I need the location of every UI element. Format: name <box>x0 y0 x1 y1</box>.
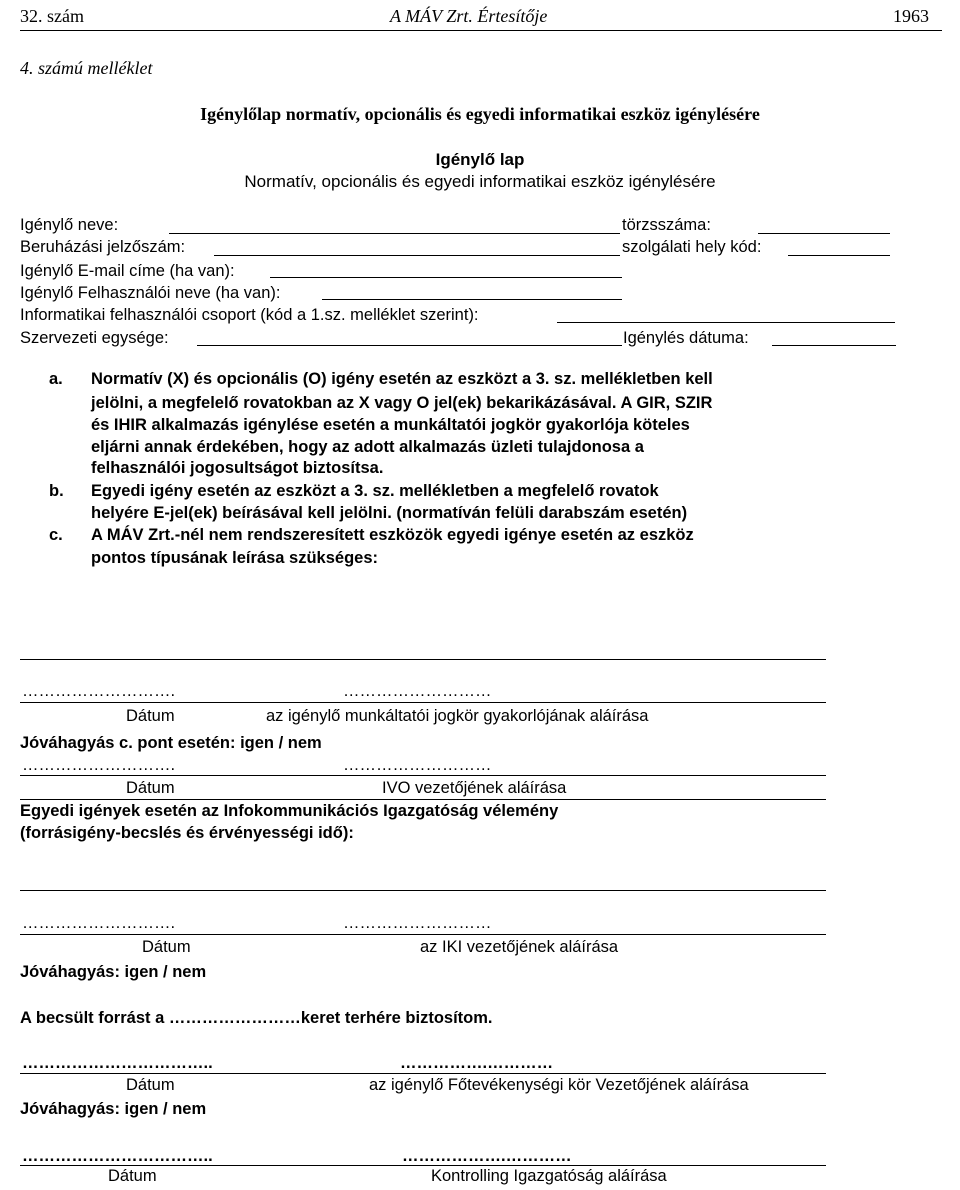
header-page-number: 1963 <box>893 6 929 26</box>
dots-signature-1: ……………………… <box>343 682 492 700</box>
form-subtitle: Normatív, opcionális és egyedi informatikai eszköz igénylésére <box>244 172 716 191</box>
signature-line-4 <box>20 1073 826 1074</box>
note-b-marker: b. <box>49 482 64 500</box>
note-c-line-1: A MÁV Zrt.-nél nem rendszeresített eszközök egyedi igénye esetén az eszköz <box>91 526 694 544</box>
header-publication: A MÁV Zrt. Értesítője <box>390 6 548 26</box>
date-label-4: Dátum <box>126 1076 175 1094</box>
opinion-line[interactable] <box>20 890 826 891</box>
signature-label-4: az igénylő Főtevékenységi kör Vezetőjének aláírása <box>369 1076 749 1094</box>
field-line-invest-code[interactable] <box>214 255 620 256</box>
field-label-request-date: Igénylés dátuma: <box>623 329 749 347</box>
form-title: Igénylő lap <box>435 150 525 169</box>
dots-date-3: ………………………. <box>22 914 176 932</box>
date-label-2: Dátum <box>126 779 175 797</box>
field-line-service-code[interactable] <box>788 255 890 256</box>
field-label-org-unit: Szervezeti egysége: <box>20 329 169 347</box>
signature-label-1: az igénylő munkáltatói jogkör gyakorlójának aláírása <box>266 707 649 725</box>
field-line-email[interactable] <box>270 277 622 278</box>
note-a-line-1: Normatív (X) és opcionális (O) igény esetén az eszközt a 3. sz. mellékletben kell <box>91 370 713 388</box>
dots-signature-2: ……………………… <box>343 756 492 774</box>
signature-line-2 <box>20 775 826 776</box>
field-line-org-unit[interactable] <box>197 345 622 346</box>
field-label-service-code: szolgálati hely kód: <box>622 238 762 256</box>
approval-label-1: Jóváhagyás: igen / nem <box>20 963 207 981</box>
description-line[interactable] <box>20 659 826 660</box>
note-a-line-3: és IHIR alkalmazás igénylése esetén a munkáltatói jogkör gyakorlója köteles <box>91 416 690 434</box>
field-line-name[interactable] <box>169 233 620 234</box>
field-label-it-group: Informatikai felhasználói csoport (kód a 1.sz. melléklet szerint): <box>20 306 479 324</box>
document-title: Igénylőlap normatív, opcionális és egyedi informatikai eszköz igénylésére <box>200 104 760 124</box>
signature-line-3 <box>20 934 826 935</box>
dots-date-1: ………………………. <box>22 682 176 700</box>
annex-label: 4. számú melléklet <box>20 58 153 78</box>
note-a-line-5: felhasználói jogosultságot biztosítsa. <box>91 459 384 477</box>
dots-signature-4: …………….………… <box>400 1054 554 1072</box>
note-b-line-2: helyére E-jel(ek) beírásával kell jelölni. (normatíván felüli darabszám esetén) <box>91 504 688 522</box>
field-label-invest-code: Beruházási jelzőszám: <box>20 238 186 256</box>
dots-date-4: …………………………….. <box>22 1054 213 1072</box>
field-line-username[interactable] <box>322 299 622 300</box>
note-b-line-1: Egyedi igény esetén az eszközt a 3. sz. mellékletben a megfelelő rovatok <box>91 482 659 500</box>
note-a-line-4: eljárni annak érdekében, hogy az adott alkalmazás üzleti tulajdonosa a <box>91 438 644 456</box>
approval-c-label: Jóváhagyás c. pont esetén: igen / nem <box>20 734 322 752</box>
date-label-1: Dátum <box>126 707 175 725</box>
dots-signature-3: ……………………… <box>343 914 492 932</box>
dots-date-5: …………………………….. <box>22 1147 213 1165</box>
field-line-it-group[interactable] <box>557 322 895 323</box>
field-line-request-date[interactable] <box>772 345 896 346</box>
approval-label-2: Jóváhagyás: igen / nem <box>20 1100 207 1118</box>
field-label-name: Igénylő neve: <box>20 216 119 234</box>
signature-label-5: Kontrolling Igazgatóság aláírása <box>431 1167 667 1185</box>
date-label-3: Dátum <box>142 938 191 956</box>
field-label-reg-no: törzsszáma: <box>622 216 711 234</box>
note-c-marker: c. <box>49 526 63 544</box>
dots-date-2: ………………………. <box>22 756 176 774</box>
opinion-label-2: (forrásigény-becslés és érvényességi idő): <box>20 824 354 842</box>
note-a-marker: a. <box>49 370 63 388</box>
section-divider <box>20 799 826 800</box>
header-divider <box>20 30 942 31</box>
signature-line-5 <box>20 1165 826 1166</box>
note-a-line-2: jelölni, a megfelelő rovatokban az X vagy O jel(ek) bekarikázásával. A GIR, SZIR <box>91 394 713 412</box>
header-issue: 32. szám <box>20 6 84 26</box>
date-label-5: Dátum <box>108 1167 157 1185</box>
budget-statement: A becsült forrást a ……………………keret terhére biztosítom. <box>20 1009 493 1027</box>
dots-signature-5: ……………….………… <box>402 1147 572 1165</box>
field-line-reg-no[interactable] <box>758 233 890 234</box>
signature-line-1 <box>20 702 826 703</box>
signature-label-2: IVO vezetőjének aláírása <box>382 779 567 797</box>
opinion-label-1: Egyedi igények esetén az Infokommunikációs Igazgatóság vélemény <box>20 802 559 820</box>
signature-label-3: az IKI vezetőjének aláírása <box>420 938 619 956</box>
field-label-username: Igénylő Felhasználói neve (ha van): <box>20 284 281 302</box>
note-c-line-2: pontos típusának leírása szükséges: <box>91 549 379 567</box>
field-label-email: Igénylő E-mail címe (ha van): <box>20 262 235 280</box>
